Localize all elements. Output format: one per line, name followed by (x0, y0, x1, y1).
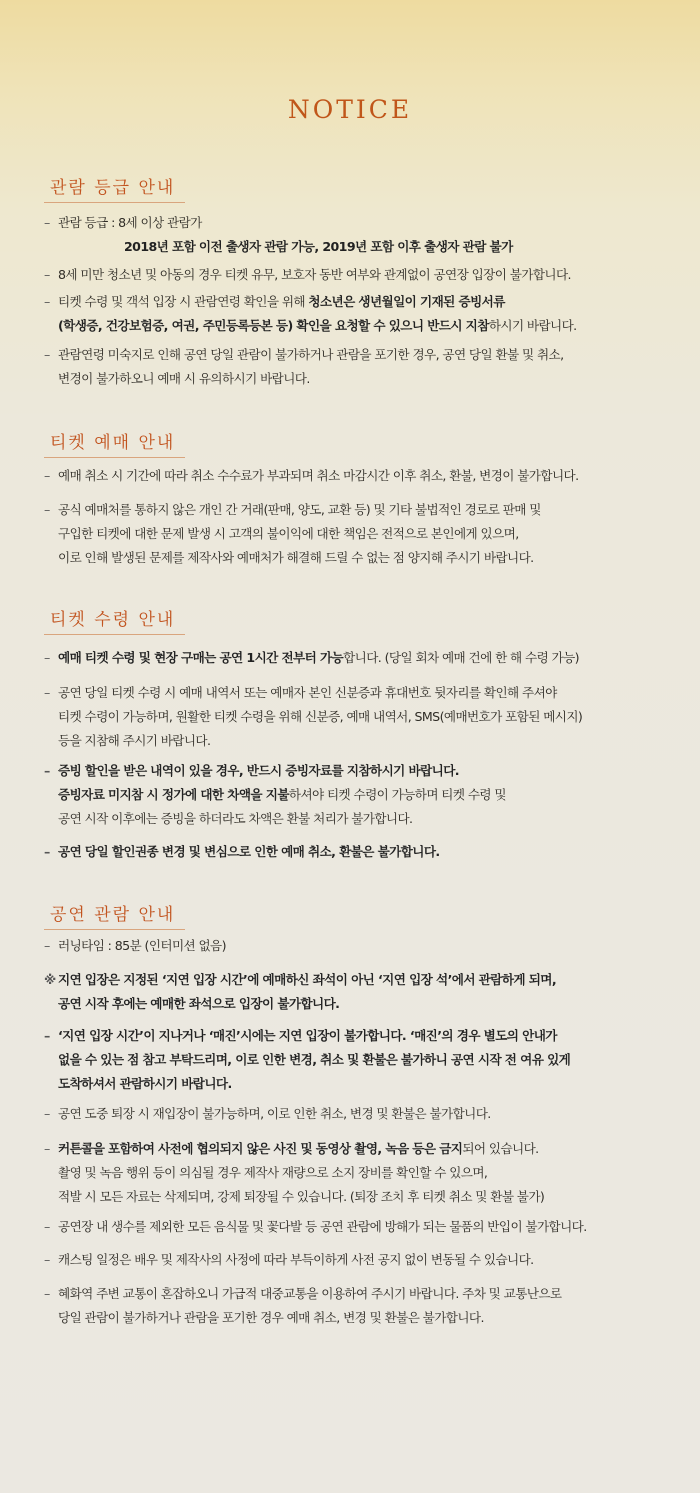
dash-marker: – (44, 938, 50, 953)
list-item: – 관람연령 미숙지로 인해 공연 당일 관람이 불가하거나 관람을 포기한 경우, 공연 당일 환불 및 취소, 변경이 불가하오니 예매 시 유의하시기 바랍니다. (44, 343, 684, 391)
list-item: – 커튼콜을 포함하여 사전에 협의되지 않은 사진 및 동영상 촬영, 녹음 등은 금지되어 있습니다. 촬영 및 녹음 행위 등이 의심될 경우 제작사 재량으로 소지 장비를 확인할 수 있으며, 적발 시 모든 자료는 삭제되며, 강제 퇴장될 수 있습니다. (퇴장 조치 후 티켓 취소 및 환불 불가) (44, 1137, 684, 1209)
dash-marker: – (44, 1219, 50, 1234)
section-heading: 관람 등급 안내 (44, 173, 185, 203)
dash-marker: – (44, 347, 50, 362)
section-heading: 공연 관람 안내 (44, 900, 185, 930)
list-item: – 공연 당일 할인권종 변경 및 변심으로 인한 예매 취소, 환불은 불가합니다. (44, 840, 684, 864)
list-item: – 캐스팅 일정은 배우 및 제작사의 사정에 따라 부득이하게 사전 공지 없이 변동될 수 있습니다. (44, 1248, 684, 1272)
dash-marker: – (44, 1141, 50, 1156)
asterisk-marker: ※ (44, 972, 56, 987)
list-item: – 공연 당일 티켓 수령 시 예매 내역서 또는 예매자 본인 신분증과 휴대번호 뒷자리를 확인해 주셔야 티켓 수령이 가능하며, 원활한 티켓 수령을 위해 신분증, 예매 내역서, SMS(예매번호가 포함된 메시지) 등을 지참해 주시기 바랍니다. (44, 681, 684, 753)
dash-marker: – (44, 294, 50, 309)
dash-marker: – (44, 267, 50, 282)
list-item: – 공식 예매처를 통하지 않은 개인 간 거래(판매, 양도, 교환 등) 및 기타 불법적인 경로로 판매 및 구입한 티켓에 대한 문제 발생 시 고객의 불이익에 대한 책임은 전적으로 본인에게 있으며, 이로 인해 발생된 문제를 제작사와 예매처가 해결해 드릴 수 없는 점 양지해 주시기 바랍니다. (44, 498, 684, 570)
dash-marker: – (44, 685, 50, 700)
list-item: – ‘지연 입장 시간’이 지나거나 ‘매진’시에는 지연 입장이 불가합니다. ‘매진’의 경우 별도의 안내가 없을 수 있는 점 참고 부탁드리며, 이로 인한 변경, 취소 및 환불은 불가하니 공연 시작 전 여유 있게 도착하셔서 관람하시기 바랍니다. (44, 1024, 684, 1096)
dash-marker: – (44, 1286, 50, 1301)
section-heading: 티켓 수령 안내 (44, 605, 185, 635)
dash-marker: – (44, 650, 50, 665)
dash-marker: – (44, 1252, 50, 1267)
dash-marker: – (44, 1106, 50, 1121)
dash-marker: – (44, 468, 50, 483)
dash-marker: – (44, 844, 50, 859)
list-item: – 티켓 수령 및 객석 입장 시 관람연령 확인을 위해 청소년은 생년월일이 기재된 증빙서류 (학생증, 건강보험증, 여권, 주민등록등본 등) 확인을 요청할 수 있으니 반드시 지참하시기 바랍니다. (44, 290, 684, 338)
page-title: NOTICE (287, 95, 413, 124)
list-item: – 8세 미만 청소년 및 아동의 경우 티켓 유무, 보호자 동반 여부와 관계없이 공연장 입장이 불가합니다. (44, 263, 684, 287)
list-item: – 증빙 할인을 받은 내역이 있을 경우, 반드시 증빙자료를 지참하시기 바랍니다. 증빙자료 미지참 시 정가에 대한 차액을 지불하셔야 티켓 수령이 가능하며 티켓 수령 및 공연 시작 이후에는 증빙을 하더라도 차액은 환불 처리가 불가합니다. (44, 759, 684, 831)
section-heading: 티켓 예매 안내 (44, 428, 185, 458)
list-item: – 관람 등급 : 8세 이상 관람가 2018년 포함 이전 출생자 관람 가능, 2019년 포함 이후 출생자 관람 불가 (44, 211, 684, 259)
list-item: – 예매 취소 시 기간에 따라 취소 수수료가 부과되며 취소 마감시간 이후 취소, 환불, 변경이 불가합니다. (44, 464, 684, 488)
dash-marker: – (44, 215, 50, 230)
list-item: – 예매 티켓 수령 및 현장 구매는 공연 1시간 전부터 가능합니다. (당일 회차 예매 건에 한 해 수령 가능) (44, 646, 684, 670)
list-item: – 러닝타임 : 85분 (인터미션 없음) (44, 934, 684, 958)
dash-marker: – (44, 502, 50, 517)
list-item: – 공연 도중 퇴장 시 재입장이 불가능하며, 이로 인한 취소, 변경 및 환불은 불가합니다. (44, 1102, 684, 1126)
dash-marker: – (44, 1028, 50, 1043)
list-item: – 혜화역 주변 교통이 혼잡하오니 가급적 대중교통을 이용하여 주시기 바랍니다. 주차 및 교통난으로 당일 관람이 불가하거나 관람을 포기한 경우 예매 취소, 변경 및 환불은 불가합니다. (44, 1282, 684, 1330)
list-item: ※ 지연 입장은 지정된 ‘지연 입장 시간’에 예매하신 좌석이 아닌 ‘지연 입장 석’에서 관람하게 되며, 공연 시작 후에는 예매한 좌석으로 입장이 불가합니다. (44, 968, 684, 1016)
dash-marker: – (44, 763, 50, 778)
list-item: – 공연장 내 생수를 제외한 모든 음식물 및 꽃다발 등 공연 관람에 방해가 되는 물품의 반입이 불가합니다. (44, 1215, 684, 1239)
